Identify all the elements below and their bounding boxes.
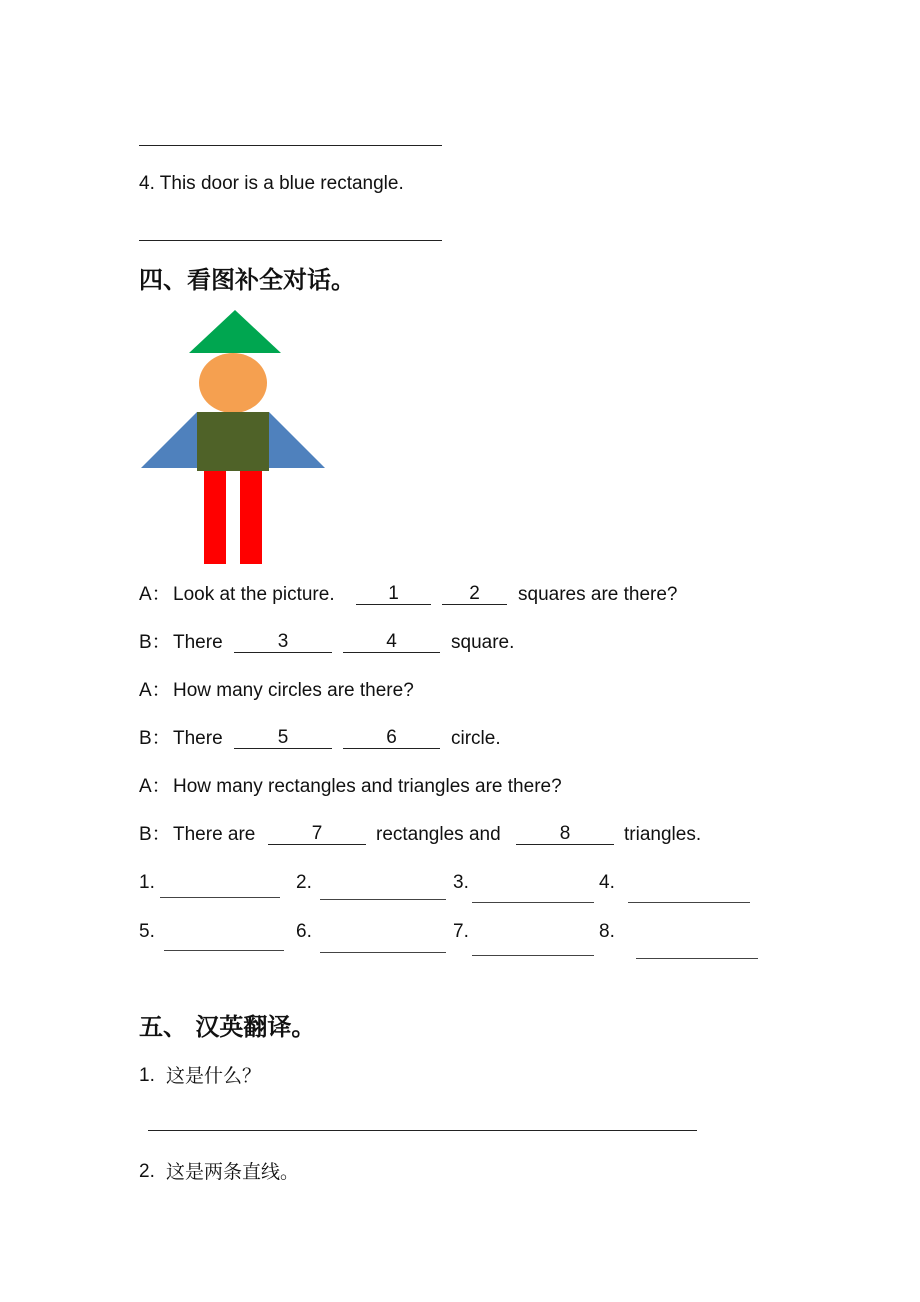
orange-circle [199,353,267,413]
answer-label-6: 6. [296,921,312,942]
answer-label-3: 3. [453,872,469,893]
translate-num-1: 1. [139,1065,155,1086]
answer-line-7[interactable] [472,955,594,956]
answer-label-2: 2. [296,872,312,893]
answer-label-5: 5. [139,921,155,942]
green-triangle [189,310,281,353]
blank-3[interactable]: 3 [234,630,332,653]
answer-line-3b[interactable] [472,902,594,903]
speaker-b-3: B： [139,824,171,845]
answer-line-3[interactable] [139,145,442,146]
right-blue-triangle [269,412,325,468]
speaker-a-2: A： [139,680,171,701]
dialogue-4-text-b: circle. [451,728,501,749]
speaker-a-1: A： [139,584,171,605]
translate-num-2: 2. [139,1161,155,1182]
section-4-heading: 四、看图补全对话。 [139,266,355,294]
right-red-leg [240,471,262,564]
answer-label-4: 4. [599,872,615,893]
answer-line-4[interactable] [139,240,442,241]
dialogue-2-text-a: There [173,632,223,653]
answer-line-8[interactable] [636,958,758,959]
left-blue-triangle [141,412,197,468]
blank-1[interactable]: 1 [356,582,431,605]
dialogue-6-text-a: There are [173,824,256,845]
dialogue-6-text-c: triangles. [624,824,702,845]
sentence-4: 4. This door is a blue rectangle. [139,173,404,194]
dialogue-2-text-b: square. [451,632,515,653]
blank-7[interactable]: 7 [268,822,366,845]
dialogue-6-text-b: rectangles and [376,824,501,845]
answer-line-6[interactable] [320,952,446,953]
dialogue-4-text-a: There [173,728,223,749]
answer-line-5[interactable] [164,950,284,951]
speaker-b-2: B： [139,728,171,749]
dialogue-5-text: How many rectangles and triangles are there? [173,776,562,797]
dialogue-1-text-a: Look at the picture. [173,584,335,605]
answer-line-4b[interactable] [628,902,750,903]
dialogue-3-text: How many circles are there? [173,680,414,701]
section-5-heading: 五、 汉英翻译。 [139,1013,316,1041]
answer-label-8: 8. [599,921,615,942]
left-red-leg [204,471,226,564]
translate-text-2: 这是两条直线。 [166,1161,300,1183]
dialogue-1-text-b: squares are there? [518,584,678,605]
answer-line-1[interactable] [160,897,280,898]
blank-4[interactable]: 4 [343,630,440,653]
speaker-b-1: B： [139,632,171,653]
translate-text-1: 这是什么？ [166,1065,262,1087]
answer-label-7: 7. [453,921,469,942]
speaker-a-3: A： [139,776,171,797]
blank-2[interactable]: 2 [442,582,507,605]
answer-line-2[interactable] [320,899,446,900]
translate-answer-line-1[interactable] [148,1130,697,1131]
blank-6[interactable]: 6 [343,726,440,749]
answer-label-1: 1. [139,872,155,893]
blank-8[interactable]: 8 [516,822,614,845]
blank-5[interactable]: 5 [234,726,332,749]
shape-figure [140,308,330,568]
green-square [197,412,269,471]
